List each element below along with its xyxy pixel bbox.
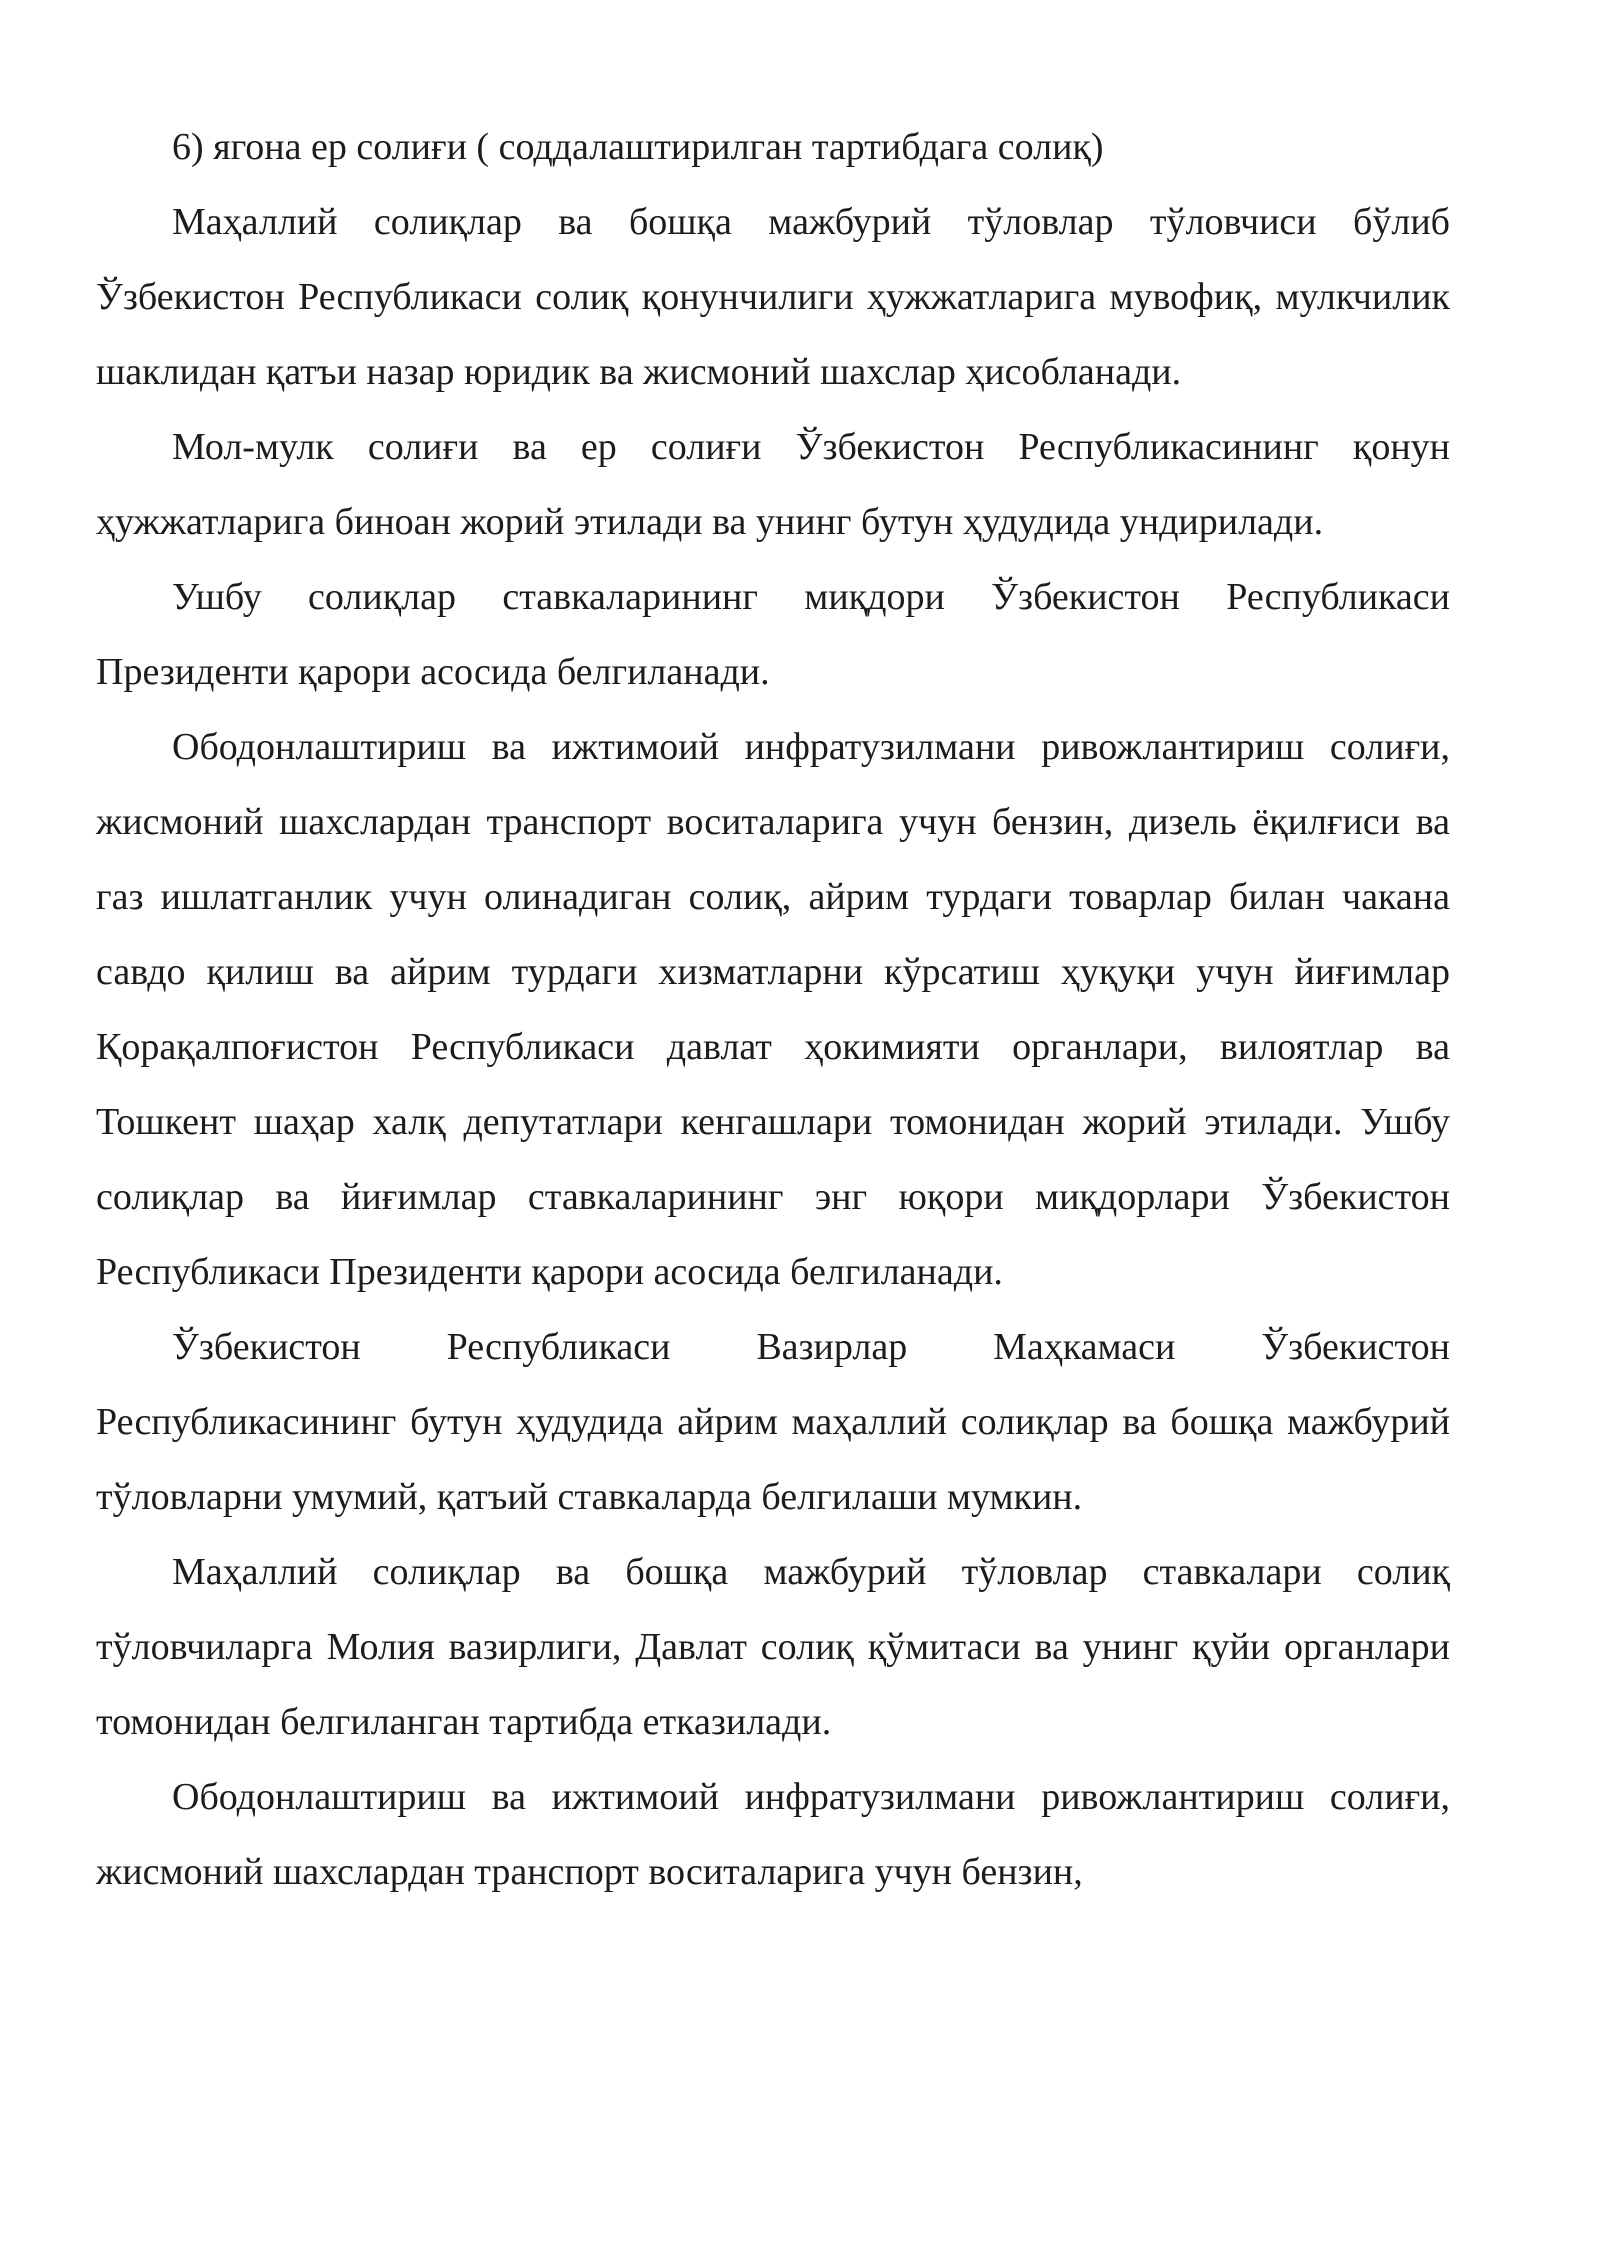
paragraph-improvement-tax-continued: Ободонлаштириш ва ижтимоий инфратузилмани ривожлантириш солиғи, жисмоний шахслардан транспорт воситаларига учун бензин, [96,1776,1450,1893]
document-body [96,110,1450,1910]
paragraph-improvement-tax: Ободонлаштириш ва ижтимоий инфратузилмани ривожлантириш солиғи, жисмоний шахслардан транспорт воситаларига учун бензин, дизель ёқилғиси ва газ ишлатганлик учун олинадиган солиқ, айрим турдаги товарлар билан чакана савдо қилиш ва айрим турдаги хизматларни кўрсатиш ҳуқуқи учун йиғимлар Қорақалпоғистон Республикаси давлат ҳокимияти органлари, вилоятлар ва Тошкент шаҳар халқ депутатлари кенгашлари томонидан жорий этилади. Ушбу солиқлар ва йиғимлар ставкаларининг энг юқори миқдорлари Ўзбекистон Республикаси Президенти қарори асосида белгиланади. [96,726,1450,1293]
paragraph-property-land-tax: Мол-мулк солиғи ва ер солиғи Ўзбекистон Республикасининг қонун ҳужжатларига биноан жорий этилади ва унинг бутун ҳудудида ундирилади. [96,426,1450,543]
paragraph-single-land-tax: 6) ягона ер солиғи ( соддалаштирилган тартибдага солиқ) [172,126,1104,168]
paragraph-tax-rates: Ушбу солиқлар ставкаларининг миқдори Ўзбекистон Республикаси Президенти қарори асосида белгиланади. [96,576,1450,693]
paragraph-rates-communication: Маҳаллий солиқлар ва бошқа мажбурий тўловлар ставкалари солиқ тўловчиларга Молия вазирлиги, Давлат солиқ қўмитаси ва унинг қуйи органлари томонидан белгиланган тартибда етказилади. [96,1551,1450,1743]
paragraph-cabinet-of-ministers: Ўзбекистон Республикаси Вазирлар Маҳкамаси Ўзбекистон Республикасининг бутун ҳудудида айрим маҳаллий солиқлар ва бошқа мажбурий тўловларни умумий, қатъий ставкаларда белгилаши мумкин. [96,1326,1450,1518]
paragraph-local-tax-payers: Маҳаллий солиқлар ва бошқа мажбурий тўловлар тўловчиси бўлиб Ўзбекистон Республикаси солиқ қонунчилиги ҳужжатларига мувофиқ, мулкчилик шаклидан қатъи назар юридик ва жисмоний шахслар ҳисобланади. [96,201,1450,393]
